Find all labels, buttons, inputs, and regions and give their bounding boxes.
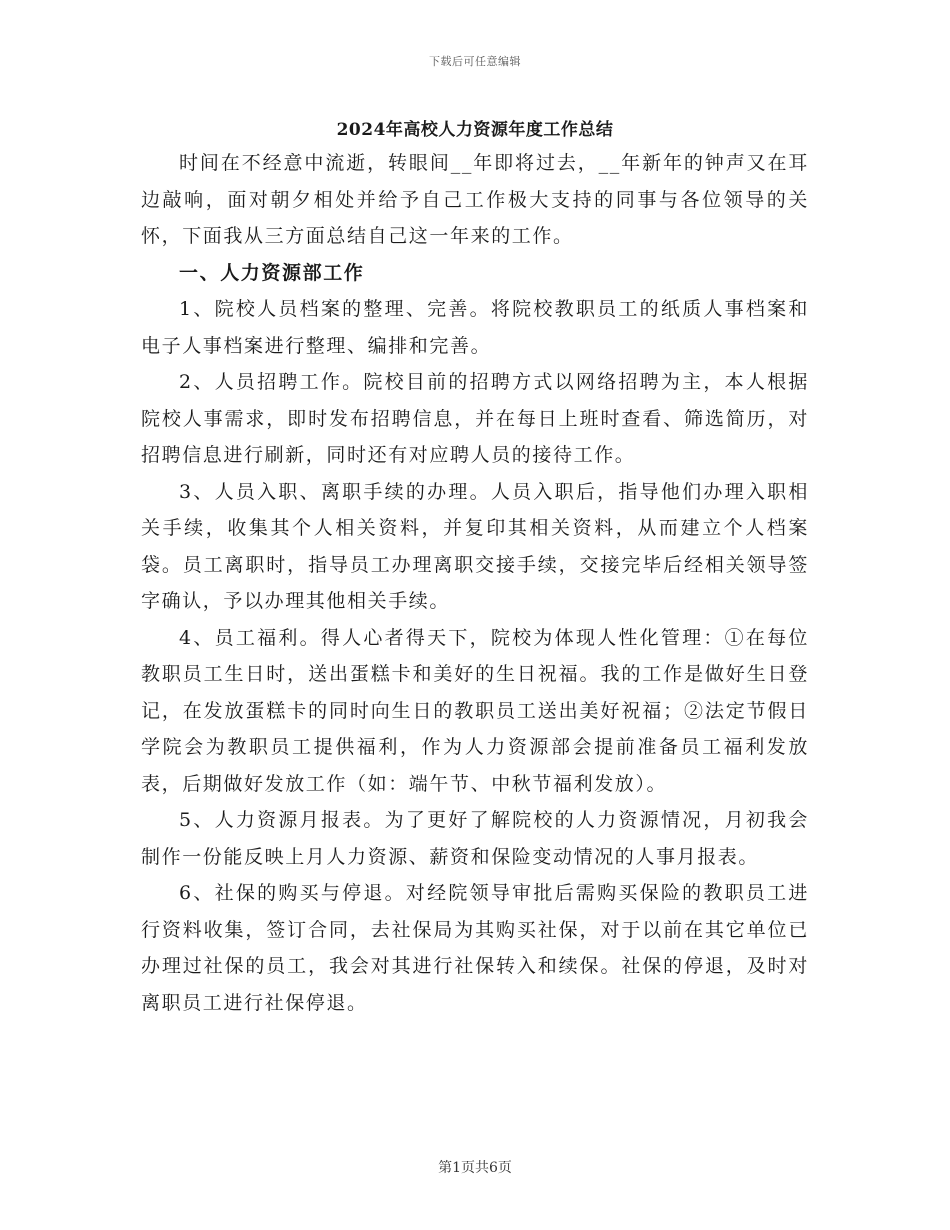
- list-item: 2、人员招聘工作。院校目前的招聘方式以网络招聘为主，本人根据院校人事需求，即时发布招聘信息，并在每日上班时查看、筛选简历，对招聘信息进行刷新，同时还有对应聘人员的接待工作。: [141, 371, 809, 466]
- page-number: 第1页共6页: [438, 1160, 512, 1176]
- intro-paragraph: 时间在不经意中流逝，转眼间__年即将过去，__年新年的钟声又在耳边敲响，面对朝夕相处并给予自己工作极大支持的同事与各位领导的关怀，下面我从三方面总结自己这一年来的工作。: [141, 152, 809, 247]
- list-item: 3、人员入职、离职手续的办理。人员入职后，指导他们办理入职相关手续，收集其个人相关资料，并复印其相关资料，从而建立个人档案袋。员工离职时，指导员工办理离职交接手续，交接完毕后经相关领导签字确认，予以办理其他相关手续。: [141, 480, 809, 612]
- document-title: 2024年高校人力资源年度工作总结: [336, 120, 614, 140]
- list-item: 6、社保的购买与停退。对经院领导审批后需购买保险的教职员工进行资料收集，签订合同，去社保局为其购买社保，对于以前在其它单位已办理过社保的员工，我会对其进行社保转入和续保。社保的停退，及时对离职员工进行社保停退。: [141, 882, 809, 1014]
- list-item: 1、院校人员档案的整理、完善。将院校教职员工的纸质人事档案和电子人事档案进行整理、编排和完善。: [141, 298, 809, 357]
- list-item: 4、员工福利。得人心者得天下，院校为体现人性化管理：①在每位教职员工生日时，送出蛋糕卡和美好的生日祝福。我的工作是做好生日登记，在发放蛋糕卡的同时向生日的教职员工送出美好祝福；②法定节假日学院会为教职员工提供福利，作为人力资源部会提前准备员工福利发放表，后期做好发放工作（如：端午节、中秋节福利发放）。: [141, 626, 809, 795]
- list-item: 5、人力资源月报表。为了更好了解院校的人力资源情况，月初我会制作一份能反映上月人力资源、薪资和保险变动情况的人事月报表。: [141, 809, 809, 868]
- page-header-note: 下载后可任意编辑: [429, 55, 521, 68]
- section-heading: 一、人力资源部工作: [179, 261, 365, 284]
- document-body: [141, 145, 809, 1021]
